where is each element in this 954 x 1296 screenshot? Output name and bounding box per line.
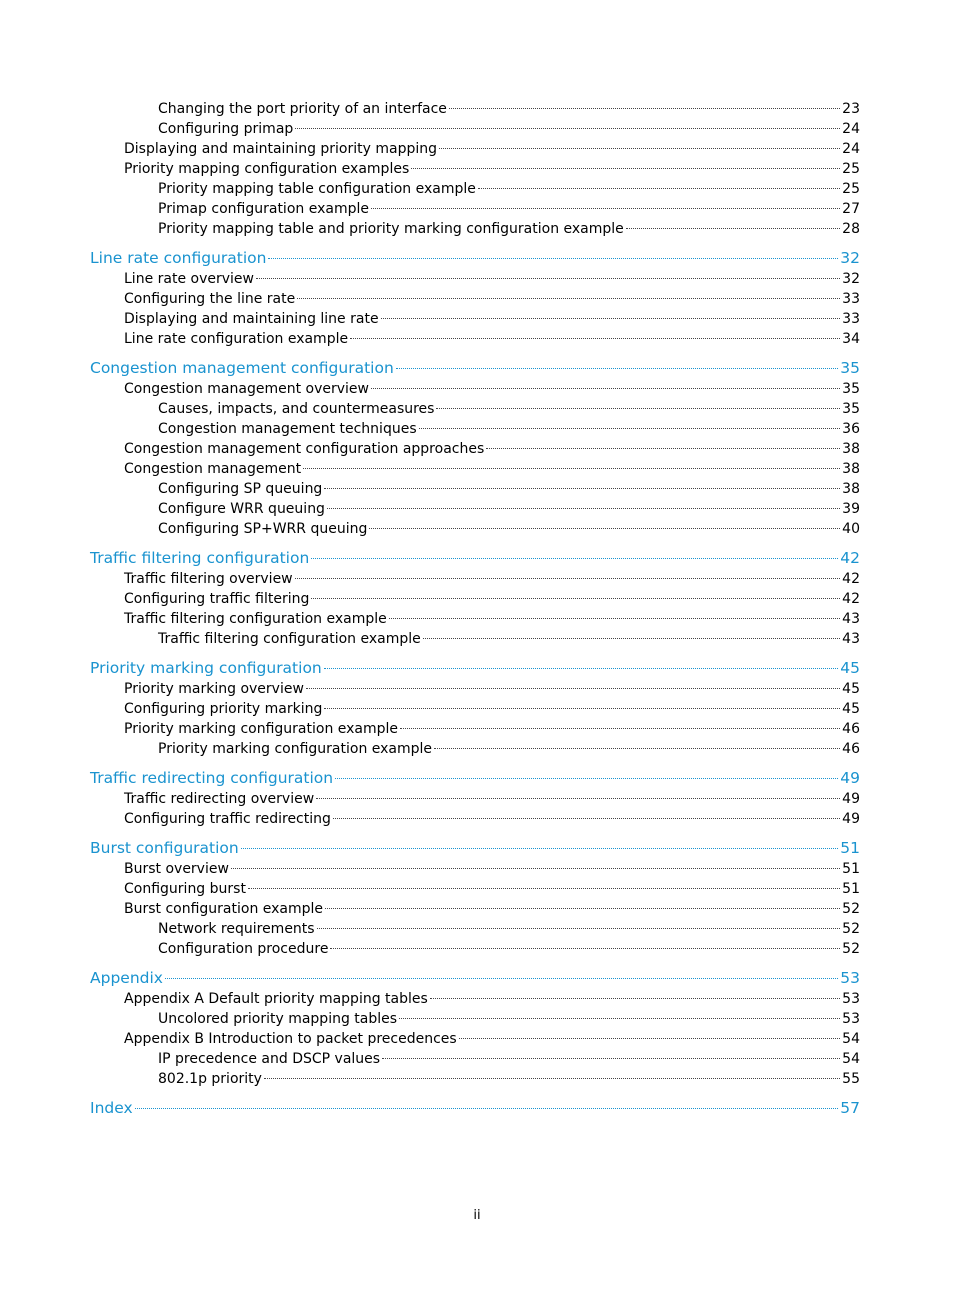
- toc-section-link[interactable]: [90, 859, 860, 879]
- toc-section-link[interactable]: [90, 1029, 860, 1049]
- toc-entry-page: 35: [842, 381, 860, 397]
- toc-entry-page: 51: [842, 861, 860, 877]
- toc-entry-title: Uncolored priority mapping tables: [158, 1011, 398, 1027]
- toc-section-link[interactable]: [90, 119, 860, 139]
- toc-entry-page: 46: [842, 721, 860, 737]
- toc-section-link[interactable]: [90, 569, 860, 589]
- toc-entry-title: Configuring the line rate: [124, 291, 296, 307]
- toc-entry-title: Congestion management configuration: [90, 359, 394, 377]
- toc-entry-title: Causes, impacts, and countermeasures: [158, 401, 435, 417]
- toc-section-link[interactable]: [90, 309, 860, 329]
- toc-section-link[interactable]: [90, 739, 860, 759]
- toc-entry-title: Line rate overview: [124, 271, 254, 287]
- dot-leader: [325, 908, 840, 909]
- dot-leader: [399, 1018, 840, 1019]
- toc-section-link[interactable]: [90, 1069, 860, 1089]
- toc-chapter-link[interactable]: [90, 658, 860, 679]
- dot-leader: [478, 188, 840, 189]
- toc-entry-title: Burst configuration example: [124, 901, 324, 917]
- toc-entry-page: 24: [842, 121, 860, 137]
- toc-section-link[interactable]: [90, 99, 860, 119]
- toc-entry-title: Line rate configuration: [90, 249, 267, 267]
- toc-section-link[interactable]: [90, 519, 860, 539]
- dot-leader: [411, 168, 840, 169]
- toc-entry-page: 23: [842, 101, 860, 117]
- toc-entry-title: Configuring SP queuing: [158, 481, 323, 497]
- toc-entry-title: Configuring priority marking: [124, 701, 323, 717]
- toc-entry-page: 25: [842, 161, 860, 177]
- dot-leader: [264, 1078, 840, 1079]
- toc-section-link[interactable]: [90, 899, 860, 919]
- dot-leader: [317, 928, 841, 929]
- dot-leader: [626, 228, 840, 229]
- dot-leader: [434, 748, 840, 749]
- toc-section-link[interactable]: [90, 719, 860, 739]
- toc-entry-page: 55: [842, 1071, 860, 1087]
- toc-section-link[interactable]: [90, 679, 860, 699]
- toc-section-link[interactable]: [90, 939, 860, 959]
- dot-leader: [381, 318, 841, 319]
- toc-section-link[interactable]: [90, 399, 860, 419]
- dot-leader: [449, 108, 840, 109]
- toc-entry-title: Traffic redirecting configuration: [90, 769, 334, 787]
- toc-entry-title: IP precedence and DSCP values: [158, 1051, 381, 1067]
- toc-entry-page: 40: [842, 521, 860, 537]
- toc-section-link[interactable]: [90, 989, 860, 1009]
- toc-entry-title: Configuring burst: [124, 881, 246, 897]
- toc-entry-title: Congestion management configuration approaches: [124, 441, 485, 457]
- toc-entry-title: Index: [90, 1099, 133, 1117]
- toc-entry-page: 49: [840, 769, 860, 787]
- dot-leader: [295, 128, 840, 129]
- table-of-contents: [90, 99, 860, 1119]
- toc-entry-page: 45: [842, 701, 860, 717]
- toc-section-link[interactable]: [90, 269, 860, 289]
- toc-entry-title: Priority marking configuration example: [124, 721, 399, 737]
- toc-section-link[interactable]: [90, 159, 860, 179]
- dot-leader: [335, 778, 838, 779]
- toc-entry-title: Congestion management techniques: [158, 421, 417, 437]
- toc-entry-page: 57: [840, 1099, 860, 1117]
- toc-entry-title: Congestion management overview: [124, 381, 369, 397]
- toc-entry-page: 42: [842, 571, 860, 587]
- toc-entry-page: 35: [840, 359, 860, 377]
- toc-entry-page: 42: [842, 591, 860, 607]
- toc-chapter-link[interactable]: [90, 968, 860, 989]
- toc-section-link[interactable]: [90, 419, 860, 439]
- toc-entry-page: 39: [842, 501, 860, 517]
- dot-leader: [389, 618, 840, 619]
- toc-entry-title: Primap configuration example: [158, 201, 369, 217]
- toc-entry-page: 33: [842, 291, 860, 307]
- dot-leader: [430, 998, 840, 999]
- dot-leader: [135, 1108, 839, 1109]
- toc-section-link[interactable]: [90, 199, 860, 219]
- toc-chapter-link[interactable]: [90, 548, 860, 569]
- toc-entry-page: 38: [842, 461, 860, 477]
- toc-section-link[interactable]: [90, 329, 860, 349]
- toc-entry-title: Appendix B Introduction to packet precedences: [124, 1031, 457, 1047]
- toc-entry-title: Appendix A Default priority mapping tables: [124, 991, 428, 1007]
- toc-entry-page: 49: [842, 811, 860, 827]
- toc-entry-title: Traffic filtering overview: [124, 571, 293, 587]
- toc-entry-title: Displaying and maintaining priority mapping: [124, 141, 438, 157]
- toc-entry-title: Line rate configuration example: [124, 331, 349, 347]
- toc-entry-title: Traffic filtering configuration example: [158, 631, 421, 647]
- dot-leader: [330, 948, 840, 949]
- toc-section-link[interactable]: [90, 459, 860, 479]
- toc-section-link[interactable]: [90, 1049, 860, 1069]
- toc-entry-title: Burst overview: [124, 861, 229, 877]
- toc-entry-page: 42: [840, 549, 860, 567]
- dot-leader: [371, 388, 840, 389]
- page-number: ii: [473, 1208, 481, 1223]
- toc-chapter-link[interactable]: [90, 1098, 860, 1119]
- toc-section-link[interactable]: [90, 1009, 860, 1029]
- toc-entry-title: Configuring traffic redirecting: [124, 811, 331, 827]
- toc-chapter-link[interactable]: [90, 358, 860, 379]
- dot-leader: [459, 1038, 840, 1039]
- dot-leader: [439, 148, 840, 149]
- toc-section-link[interactable]: [90, 809, 860, 829]
- toc-entry-title: Priority marking overview: [124, 681, 304, 697]
- toc-entry-title: 802.1p priority: [158, 1071, 262, 1087]
- toc-entry-title: Traffic filtering configuration example: [124, 611, 387, 627]
- toc-entry-page: 34: [842, 331, 860, 347]
- toc-entry-page: 33: [842, 311, 860, 327]
- toc-section-link[interactable]: [90, 439, 860, 459]
- toc-entry-page: 53: [842, 1011, 860, 1027]
- toc-section-link[interactable]: [90, 139, 860, 159]
- dot-leader: [369, 528, 840, 529]
- dot-leader: [423, 638, 840, 639]
- toc-entry-page: 27: [842, 201, 860, 217]
- toc-entry-page: 45: [842, 681, 860, 697]
- dot-leader: [316, 798, 840, 799]
- dot-leader: [231, 868, 840, 869]
- toc-entry-page: 32: [842, 271, 860, 287]
- toc-entry-page: 35: [842, 401, 860, 417]
- toc-entry-page: 43: [842, 611, 860, 627]
- dot-leader: [241, 848, 839, 849]
- dot-leader: [297, 298, 840, 299]
- dot-leader: [165, 978, 838, 979]
- dot-leader: [400, 728, 840, 729]
- toc-entry-page: 53: [840, 969, 860, 987]
- dot-leader: [382, 1058, 840, 1059]
- toc-entry-page: 51: [842, 881, 860, 897]
- toc-entry-page: 53: [842, 991, 860, 1007]
- toc-entry-page: 25: [842, 181, 860, 197]
- toc-entry-title: Priority mapping table and priority marking configuration example: [158, 221, 624, 237]
- toc-entry-title: Priority mapping table configuration example: [158, 181, 476, 197]
- dot-leader: [350, 338, 840, 339]
- dot-leader: [248, 888, 840, 889]
- dot-leader: [268, 258, 838, 259]
- toc-entry-title: Network requirements: [158, 921, 315, 937]
- toc-section-link[interactable]: [90, 789, 860, 809]
- dot-leader: [256, 278, 840, 279]
- toc-section-link[interactable]: [90, 379, 860, 399]
- toc-entry-page: 52: [842, 941, 860, 957]
- dot-leader: [486, 448, 840, 449]
- toc-entry-page: 32: [840, 249, 860, 267]
- dot-leader: [324, 668, 839, 669]
- toc-entry-title: Configure WRR queuing: [158, 501, 325, 517]
- toc-entry-title: Appendix: [90, 969, 163, 987]
- dot-leader: [324, 488, 840, 489]
- toc-entry-title: Congestion management: [124, 461, 302, 477]
- toc-entry-title: Changing the port priority of an interface: [158, 101, 447, 117]
- toc-entry-page: 49: [842, 791, 860, 807]
- toc-section-link[interactable]: [90, 879, 860, 899]
- toc-entry-page: 54: [842, 1031, 860, 1047]
- toc-chapter-link[interactable]: [90, 248, 860, 269]
- toc-entry-page: 36: [842, 421, 860, 437]
- toc-entry-page: 51: [840, 839, 860, 857]
- toc-section-link[interactable]: [90, 479, 860, 499]
- toc-entry-page: 24: [842, 141, 860, 157]
- toc-entry-title: Displaying and maintaining line rate: [124, 311, 379, 327]
- dot-leader: [324, 708, 840, 709]
- toc-entry-page: 38: [842, 481, 860, 497]
- toc-entry-title: Priority mapping configuration examples: [124, 161, 410, 177]
- toc-section-link[interactable]: [90, 629, 860, 649]
- toc-section-link[interactable]: [90, 919, 860, 939]
- toc-section-link[interactable]: [90, 179, 860, 199]
- dot-leader: [327, 508, 840, 509]
- toc-entry-page: 38: [842, 441, 860, 457]
- toc-chapter-link[interactable]: [90, 838, 860, 859]
- dot-leader: [396, 368, 838, 369]
- toc-entry-title: Configuring traffic filtering: [124, 591, 310, 607]
- toc-section-link[interactable]: [90, 699, 860, 719]
- toc-section-link[interactable]: [90, 609, 860, 629]
- toc-entry-title: Configuration procedure: [158, 941, 329, 957]
- toc-entry-page: 43: [842, 631, 860, 647]
- dot-leader: [419, 428, 841, 429]
- toc-entry-page: 52: [842, 901, 860, 917]
- dot-leader: [436, 408, 840, 409]
- toc-entry-page: 46: [842, 741, 860, 757]
- toc-entry-title: Priority marking configuration example: [158, 741, 433, 757]
- toc-entry-page: 28: [842, 221, 860, 237]
- dot-leader: [295, 578, 841, 579]
- toc-section-link[interactable]: [90, 289, 860, 309]
- toc-entry-title: Configuring SP+WRR queuing: [158, 521, 368, 537]
- toc-entry-page: 52: [842, 921, 860, 937]
- dot-leader: [311, 598, 840, 599]
- dot-leader: [333, 818, 840, 819]
- toc-entry-page: 45: [840, 659, 860, 677]
- toc-entry-title: Configuring primap: [158, 121, 294, 137]
- toc-entry-title: Burst configuration: [90, 839, 239, 857]
- toc-entry-title: Traffic filtering configuration: [90, 549, 310, 567]
- toc-chapter-link[interactable]: [90, 768, 860, 789]
- toc-entry-title: Priority marking configuration: [90, 659, 322, 677]
- toc-section-link[interactable]: [90, 499, 860, 519]
- dot-leader: [306, 688, 840, 689]
- toc-entry-page: 54: [842, 1051, 860, 1067]
- toc-entry-title: Traffic redirecting overview: [124, 791, 315, 807]
- toc-section-link[interactable]: [90, 589, 860, 609]
- dot-leader: [311, 558, 838, 559]
- dot-leader: [371, 208, 840, 209]
- dot-leader: [303, 468, 840, 469]
- toc-section-link[interactable]: [90, 219, 860, 239]
